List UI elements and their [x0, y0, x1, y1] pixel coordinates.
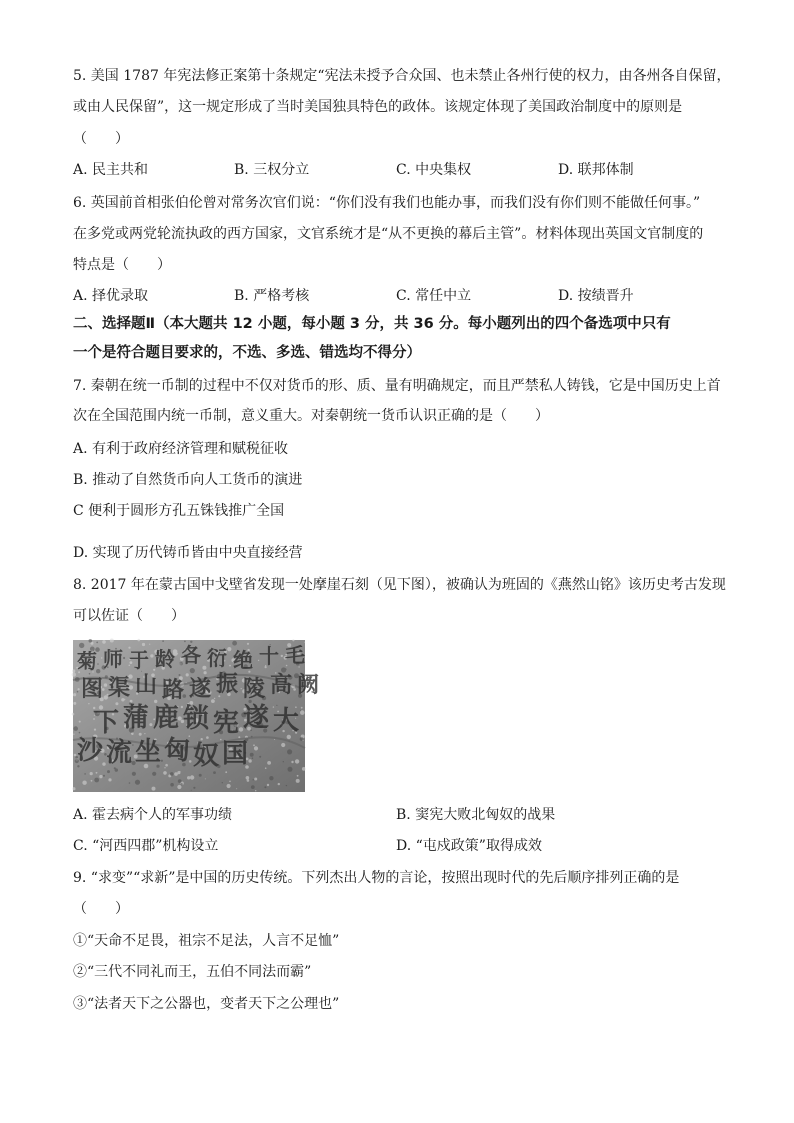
q9-item-3: ③“法者天下之公器也，变者天下之公理也” [73, 996, 340, 1012]
stone-speckle [296, 779, 300, 783]
stone-speckle [108, 778, 111, 781]
q8-option-d[interactable]: D. “屯戍政策”取得成效 [396, 838, 542, 854]
carved-character: 山 [135, 671, 158, 698]
section-heading-line1: 二、选择题Ⅱ（本大题共 12 小题，每小题 3 分，共 36 分。每小题列出的四个备选项中只有 [73, 316, 671, 332]
carved-character: 匈 [164, 736, 191, 767]
q5-stem-line2: 或由人民保留”，这一规定形成了当时美国独具特色的政体。该规定体现了美国政治制度中的原则是 [73, 99, 683, 115]
q6-option-c[interactable]: C. 常任中立 [396, 288, 472, 304]
stone-speckle [72, 713, 75, 716]
stone-speckle [90, 772, 93, 775]
carved-character: 毛 [285, 643, 305, 668]
stone-speckle [281, 655, 283, 657]
stone-pit [161, 760, 163, 762]
q9-item-1: ①“天命不足畏，祖宗不足法，人言不足恤” [73, 933, 340, 949]
stone-speckle [247, 779, 250, 782]
stone-pit [97, 663, 99, 665]
q9-stem-line1: 9. “求变”“求新”是中国的历史传统。下列杰出人物的言论，按照出现时代的先后顺序排列正确的是 [73, 870, 680, 886]
stone-pit [123, 657, 125, 659]
carved-character: 绝 [233, 647, 253, 672]
stone-pit [264, 786, 266, 788]
stone-speckle [281, 743, 285, 747]
q7-stem-line1: 7. 秦朝在统一币制的过程中不仅对货币的形、质、量有明确规定，而且严禁私人铸钱，它是中国历史上首 [73, 378, 721, 394]
stone-speckle [91, 780, 93, 782]
stone-pit [269, 776, 273, 780]
stone-pit [199, 774, 202, 777]
stone-speckle [72, 669, 75, 672]
stone-speckle [301, 707, 303, 709]
carved-character: 锁 [183, 704, 210, 735]
stone-speckle [104, 683, 107, 686]
q6-option-a[interactable]: A. 择优录取 [73, 288, 149, 304]
q5-answer-paren: （ ） [73, 131, 129, 147]
carved-character: 于 [129, 648, 149, 673]
stone-pit [259, 756, 261, 758]
carved-character: 龄 [155, 647, 175, 672]
carved-character: 蒲 [123, 703, 150, 734]
stone-speckle [278, 783, 280, 785]
carved-character: 衍 [207, 645, 227, 670]
q6-stem-line1: 6. 英国前首相张伯伦曾对常务次官们说：“你们没有我们也能办事，而我们没有你们则不能做任何事。” [73, 195, 701, 211]
carved-character: 下 [93, 707, 120, 738]
carved-character: 渠 [108, 674, 131, 701]
stone-pit [180, 783, 182, 785]
stone-pit [103, 775, 105, 777]
stone-speckle [150, 654, 153, 657]
carved-character: 国 [222, 739, 249, 770]
stone-speckle [179, 771, 180, 772]
stone-pit [286, 785, 287, 786]
q5-option-c[interactable]: C. 中央集权 [396, 162, 472, 178]
stone-speckle [229, 781, 231, 783]
q8-option-c[interactable]: C. “河西四郡”机构设立 [73, 838, 219, 854]
stone-pit [213, 771, 216, 774]
stone-speckle [149, 644, 150, 645]
q7-option-c[interactable]: C 便利于圆形方孔五铢钱推广全国 [73, 503, 285, 519]
stone-speckle [225, 771, 227, 773]
section-heading-line2: 一个是符合题目要求的，不选、多选、错选均不得分） [73, 345, 421, 361]
stone-speckle [152, 787, 156, 791]
stone-speckle [177, 785, 181, 789]
stone-speckle [265, 767, 267, 769]
stone-speckle [72, 787, 75, 790]
q8-stem-line1: 8. 2017 年在蒙古国中戈壁省发现一处摩崖石刻（见下图），被确认为班固的《燕然山铭》该历史考古发现 [73, 577, 726, 593]
stone-pit [89, 639, 93, 643]
q6-option-b[interactable]: B. 严格考核 [234, 288, 310, 304]
stone-speckle [300, 710, 305, 715]
carved-character: 振 [216, 671, 239, 697]
stone-speckle [82, 781, 86, 785]
stone-speckle [99, 775, 102, 778]
stone-pit [94, 778, 99, 783]
carved-character: 遂 [189, 676, 212, 703]
carved-character: 流 [106, 737, 133, 768]
stone-speckle [254, 746, 258, 750]
stone-speckle [73, 702, 76, 705]
stone-speckle [248, 759, 251, 762]
stone-speckle [96, 772, 98, 774]
stone-speckle [291, 761, 293, 763]
q7-option-b[interactable]: B. 推动了自然货币向人工货币的演进 [73, 472, 303, 488]
stone-pit [170, 783, 174, 787]
q6-option-d[interactable]: D. 按绩晋升 [558, 288, 634, 304]
q8-option-a[interactable]: A. 霍去病个人的军事功绩 [73, 807, 233, 823]
q5-stem-line1: 5. 美国 1787 年宪法修正案第十条规定“宪法未授予合众国、也未禁止各州行使的权力，由各州各自保留， [73, 68, 731, 84]
stone-speckle [246, 776, 250, 780]
stone-speckle [73, 693, 76, 696]
stone-speckle [274, 739, 275, 740]
carved-character: 阙 [297, 672, 320, 699]
stone-speckle [297, 775, 299, 777]
stone-speckle [236, 788, 237, 789]
stone-pit [77, 691, 79, 693]
stone-pit [222, 782, 223, 783]
q5-option-b[interactable]: B. 三权分立 [234, 162, 310, 178]
carved-character: 大 [273, 706, 300, 737]
stone-speckle [267, 761, 271, 765]
stone-pit [132, 772, 136, 776]
stone-speckle [73, 734, 74, 735]
stone-speckle [163, 771, 167, 775]
stone-speckle [149, 723, 152, 726]
carved-character: 宪 [213, 708, 240, 739]
stone-pit [300, 737, 304, 741]
stone-pit [287, 749, 292, 754]
stone-speckle [110, 639, 114, 643]
stone-speckle [138, 639, 141, 642]
stone-pit [288, 767, 293, 772]
stone-speckle [79, 721, 81, 723]
stone-pit [283, 761, 284, 762]
q7-option-d[interactable]: D. 实现了历代铸币皆由中央直接经营 [73, 545, 303, 561]
stone-speckle [227, 784, 231, 788]
carved-character: 沙 [77, 735, 104, 766]
stone-pit [250, 753, 254, 757]
q8-stem-line2: 可以佐证（ ） [73, 608, 185, 624]
stone-pit [135, 780, 140, 785]
q9-answer-paren: （ ） [73, 901, 129, 917]
q6-stem-line3: 特点是（ ） [73, 257, 171, 273]
stone-pit [178, 779, 182, 783]
stone-pit [170, 772, 174, 776]
stone-speckle [190, 775, 194, 779]
stone-speckle [253, 744, 255, 746]
stone-speckle [78, 688, 80, 690]
stone-speckle [227, 647, 231, 651]
stone-speckle [187, 776, 190, 779]
q9-item-2: ②“三代不同礼而王，五伯不同法而霸” [73, 964, 312, 980]
stone-speckle [267, 784, 269, 786]
stone-pit [84, 773, 86, 775]
stone-speckle [255, 790, 256, 791]
stone-speckle [88, 703, 89, 704]
carved-character: 菊 [77, 648, 97, 673]
stone-pit [152, 772, 156, 776]
stone-pit [193, 787, 195, 789]
stone-pit [253, 779, 254, 780]
stone-pit [252, 757, 254, 759]
stone-pit [96, 642, 98, 644]
q6-stem-line2: 在多党或两党轮流执政的西方国家，文官系统才是“从不更换的幕后主管”。材料体现出英国文官制度的 [73, 226, 704, 242]
stone-speckle [254, 778, 257, 781]
carved-character: 各 [181, 643, 201, 668]
q8-option-b[interactable]: B. 窦宪大败北匈奴的战果 [396, 807, 556, 823]
rock-carving-photo [73, 640, 320, 792]
stone-speckle [74, 754, 77, 757]
stone-pit [300, 710, 301, 711]
carved-character: 遂 [243, 703, 270, 733]
carved-character: 路 [162, 676, 185, 703]
carved-character: 奴 [193, 740, 220, 771]
stone-pit [162, 640, 164, 642]
stone-speckle [302, 767, 306, 771]
q5-option-a[interactable]: A. 民主共和 [73, 162, 149, 178]
stone-speckle [295, 759, 299, 763]
carved-character: 十 [259, 644, 279, 669]
stone-speckle [293, 688, 296, 691]
carved-character: 图 [81, 675, 104, 702]
stone-speckle [205, 778, 206, 779]
stone-speckle [241, 688, 242, 689]
carved-character: 高 [270, 672, 293, 699]
stone-pit [251, 785, 255, 789]
stone-speckle [202, 666, 206, 670]
stone-pit [129, 782, 131, 784]
stone-speckle [72, 672, 76, 676]
stone-speckle [174, 772, 178, 776]
carved-character: 陵 [243, 676, 266, 702]
carved-character: 鹿 [153, 703, 180, 734]
q5-option-d[interactable]: D. 联邦体制 [558, 162, 634, 178]
stone-pit [107, 770, 110, 773]
stone-speckle [164, 767, 165, 768]
stone-pit [132, 744, 134, 746]
q7-option-a[interactable]: A. 有利于政府经济管理和赋税征收 [73, 441, 289, 457]
stone-pit [191, 790, 192, 791]
q7-stem-line2: 次在全国范围内统一币制，意义重大。对秦朝统一货币认识正确的是（ ） [73, 408, 549, 424]
carved-character: 坐 [135, 736, 162, 767]
carved-character: 师 [103, 647, 123, 672]
